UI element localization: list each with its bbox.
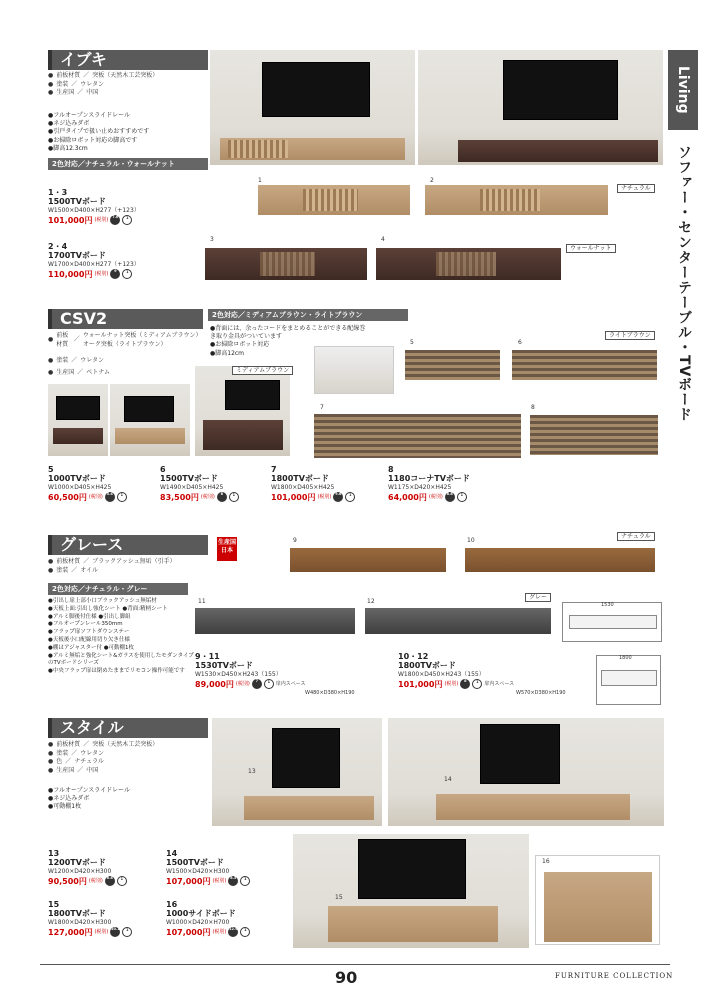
style-specs: ● 前板材質 ／ 突板（天然木工芸突板） ● 塗装 ／ ウレタン ● 色 ／ ナチュラル ● 生産国 ／ 中国 — [48, 741, 159, 774]
ibuki-board-4 — [376, 248, 561, 280]
footer-brand: FURNITURE COLLECTION — [555, 972, 674, 980]
style-photo-14: 14 — [388, 718, 664, 826]
style-bullets: ●フルオープンスライドレール ●ネジ込みダボ ●可動棚1枚 — [48, 787, 130, 811]
footer-rule — [40, 964, 670, 965]
img-num-11: 11 — [198, 598, 206, 605]
csv2-bullets: ●背面には、余ったコードをまとめることができる配線巻き取り金具がついています ●お掃除ロボット対応 ●脚高12cm — [210, 325, 366, 357]
label-grace-natural: ナチュラル — [617, 532, 655, 541]
img-num-12: 12 — [367, 598, 375, 605]
living-tab[interactable]: Living — [668, 50, 698, 130]
style-title: スタイル — [48, 718, 208, 738]
grace-band: 2色対応／ナチュラル・グレー — [48, 583, 188, 595]
diagram-1530: 1530 — [562, 602, 662, 642]
ibuki-photo-natural — [210, 50, 415, 165]
product-14: 14 1500TVボード W1500×D420×H300 107,000円 (税別) 8.5 1 — [166, 849, 286, 886]
img-num-8: 8 — [531, 404, 535, 411]
csv2-band: 2色対応／ミディアムブラウン・ライトブラウン — [208, 309, 408, 321]
csv2-board-7 — [314, 414, 521, 458]
img-num-9: 9 — [293, 537, 297, 544]
ibuki-specs: ● 前板材質 ／ 突板（天然木工芸突板） ● 塗装 ／ ウレタン ● 生産国 ／ 中国 — [48, 72, 159, 96]
img-num-3: 3 — [210, 236, 214, 243]
img-num-10: 10 — [467, 537, 475, 544]
ibuki-board-2 — [425, 185, 608, 215]
product-5: 5 1000TVボード W1000×D405×H425 60,500円 (税別) 5.4 1 — [48, 465, 156, 502]
img-num-6: 6 — [518, 339, 522, 346]
img-num-2: 2 — [430, 177, 434, 184]
product-6: 6 1500TVボード W1490×D405×H425 83,500円 (税別) 8 1 — [160, 465, 268, 502]
product-8: 8 1180コーナTVボード W1175×D420×H425 64,000円 (税別) 8.8 1 — [388, 465, 470, 502]
grace-board-10 — [465, 548, 655, 572]
csv2-specs: ● 前板材質 ／ ウォールナット突板（ミディアムブラウン）オーク突板（ライトブラウン） ● 塗装 ／ ウレタン ● 生産国 ／ ベトナム — [48, 332, 202, 376]
ibuki-title: イブキ — [48, 50, 208, 70]
img-num-4: 4 — [381, 236, 385, 243]
style-photo-16: 16 — [535, 855, 660, 945]
csv2-detail-photo — [314, 346, 394, 394]
img-num-5: 5 — [410, 339, 414, 346]
ibuki-board-3 — [205, 248, 367, 280]
csv2-board-5 — [405, 350, 500, 380]
grace-board-9 — [290, 548, 446, 572]
label-medium: ミディアムブラウン — [232, 366, 293, 375]
label-light: ライトブラウン — [605, 331, 655, 340]
product-13: 13 1200TVボード W1200×D420×H300 90,500円 (税別) 6.8 1 — [48, 849, 163, 886]
grace-specs: ● 前板材質 ／ ブラックアッシュ無垢（引手） ● 塗装 ／ オイル — [48, 558, 176, 574]
ibuki-band: 2色対応／ナチュラル・ウォールナット — [48, 158, 208, 170]
ibuki-bullets: ●フルオープンスライドレール ●ネジ込みダボ ●引戸タイプで扱い止めおすすめです ●お掃除ロボット対応の脚高です ●脚高12.3cm — [48, 112, 150, 152]
diagram-1800: 1800 — [596, 655, 661, 705]
grace-bullets: ●引出し扉上部小口ブラックアッシュ無垢材 ●天板上面:引出し強化シート ●背面:精柄シート ●アルミ脚後付仕様 ●引出し脚組 ●フルオープンレール350mm ●フラップ扉ソフトダウンステー ●天板後小口配線用切り欠き仕様 ●棚はアジャスター付 ●可動棚1枚 ●アルミ無垢と強化シート&ガラスを使用したモダンタイプのTVボードシリーズ ●中央フラップ扉は閉めたままでリモコン操作可能です — [48, 598, 194, 675]
csv2-board-8 — [530, 415, 658, 455]
csv2-photo-c — [195, 366, 290, 456]
grace-board-12 — [365, 608, 551, 634]
img-num-7: 7 — [320, 404, 324, 411]
product-1-3: 1・3 1500TVボード W1500×D400×H277（+123） 101,000円 (税別) 7.6 1 — [48, 188, 140, 225]
product-10-12: 10・12 1800TVボード W1800×D450×H243（155） 101,000円 (税別) 8 1 扉内スペース W570×D380×H190 — [398, 652, 566, 696]
csv2-photo-a — [48, 384, 108, 456]
style-photo-15: 15 — [293, 834, 529, 948]
category-label: ソファー・センターテーブル・TVボード — [676, 145, 692, 423]
product-16: 16 1000サイドボード W1000×D420×H700 107,000円 (税別) 12.6 1 — [166, 900, 286, 937]
csv2-photo-b — [110, 384, 190, 456]
img-num-1: 1 — [258, 177, 262, 184]
style-photo-13: 13 — [212, 718, 382, 826]
product-7: 7 1800TVボード W1800×D405×H425 101,000円 (税別) 9.6 1 — [271, 465, 386, 502]
made-in-japan-badge: 生産国日本 — [217, 537, 237, 561]
grace-title: グレース — [48, 535, 208, 555]
grace-board-11 — [195, 608, 355, 634]
label-natural: ナチュラル — [617, 184, 655, 193]
label-walnut: ウォールナット — [566, 244, 616, 253]
product-9-11: 9・11 1530TVボード W1530×D450×H243（155） 89,000円 (税別) 7 1 扉内スペース W480×D380×H190 — [195, 652, 355, 696]
page-number: 90 — [335, 968, 358, 987]
product-15: 15 1800TVボード W1800×D420×H300 127,000円 (税別) 10.1 1 — [48, 900, 163, 937]
ibuki-board-1 — [258, 185, 410, 215]
ibuki-photo-walnut — [418, 50, 663, 165]
label-grace-gray: グレー — [525, 593, 551, 602]
csv2-title: CSV2 — [48, 309, 203, 329]
product-2-4: 2・4 1700TVボード W1700×D400×H277（+123） 110,000円 (税別) 9 1 — [48, 242, 140, 279]
csv2-board-6 — [512, 350, 657, 380]
